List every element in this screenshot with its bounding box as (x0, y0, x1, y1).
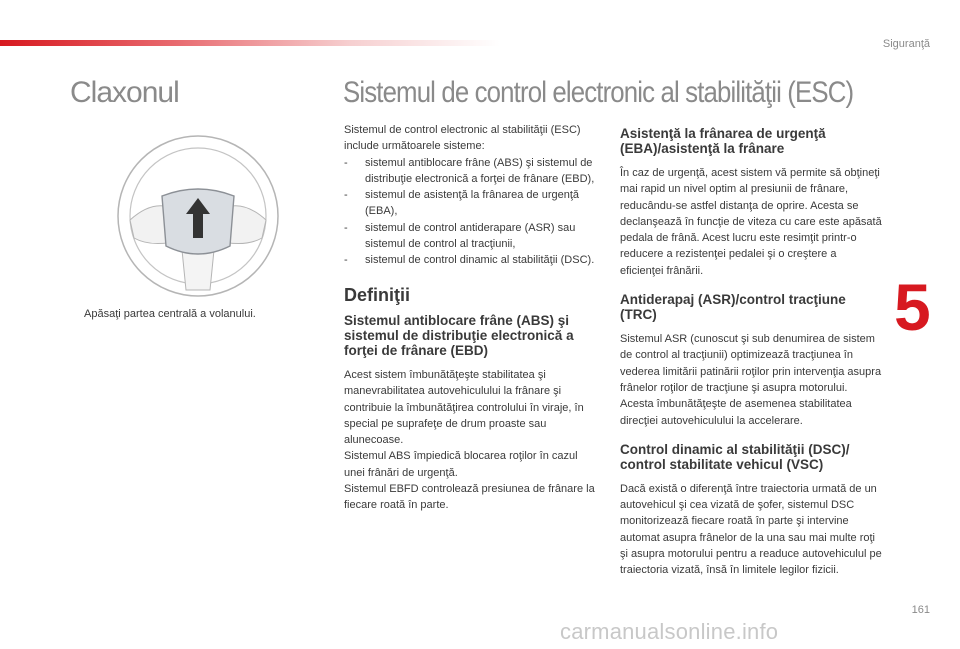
esc-title: Sistemul de control electronic al stabilităţii (ESC) (343, 76, 854, 109)
chapter-number: 5 (894, 270, 931, 344)
abs-text-2: Sistemul ABS împiedică blocarea roţilor în cazul unei frânări de urgenţă. (344, 450, 578, 479)
esc-intro: Sistemul de control electronic al stabilităţii (ESC) include următoarele sisteme: (344, 124, 581, 153)
list-item: - sistemul de control antiderapare (ASR) sau sistemul de control al tracţiunii, (344, 221, 576, 251)
eba-block (620, 126, 882, 279)
section-title: Siguranţă (882, 38, 930, 50)
esc-column-left (344, 122, 599, 514)
eba-text: În caz de urgenţă, acest sistem vă permite să obţineţi mai rapid un nivel optim al presiunii de frânare, reducându-se astfel distanţa de oprire. Acesta se declanşează în funcţie de viteza cu care este apăsată pedala de frână. Acest lucru este resimţit printr-o reducere a rezistenţei pedalei şi o creştere a eficienţei frânării. (620, 167, 882, 277)
esc-column-right (620, 126, 882, 592)
page-number: 161 (911, 604, 930, 616)
dsc-heading: Control dinamic al stabilităţii (DSC)/ control stabilitate vehicul (VSC) (620, 441, 850, 472)
esc-systems-list (344, 155, 599, 269)
dsc-block (620, 442, 882, 579)
header-accent-bar (0, 40, 500, 46)
ebfd-text: Sistemul EBFD controlează presiunea de frânare la fiecare roată în parte. (344, 483, 595, 512)
asr-block (620, 292, 882, 429)
eba-heading: Asistenţă la frânarea de urgenţă (EBA)/asistenţă la frânare (620, 126, 826, 156)
steering-wheel-illustration (112, 130, 284, 302)
horn-instruction-text: Apăsaţi partea centrală a volanului. (84, 308, 256, 320)
list-item: - sistemul de control dinamic al stabilităţii (DSC). (344, 254, 595, 267)
abs-heading: Sistemul antiblocare frâne (ABS) şi sistemul de distribuţie electronică a forţei de frânare (EBD) (344, 312, 574, 358)
definitions-heading: Definiţii (344, 284, 410, 305)
list-item: - sistemul de asistenţă la frânarea de urgenţă (EBA), (344, 189, 580, 218)
dsc-text: Dacă există o diferenţă între traiectoria urmată de un autovehicul şi cea vizată de şofer, sistemul DSC monitorizează fiecare roată în parte şi intervine automat asupra frânelor de la una sau mai multe roţi şi asupra motorului pentru a readuce autovehiculul pe traiectoria vizată, însă în limitele legilor fizicii. (620, 482, 882, 577)
asr-heading: Antiderapaj (ASR)/control tracţiune (TRC) (620, 292, 846, 323)
watermark: carmanualsonline.info (560, 619, 779, 644)
list-item: - sistemul antiblocare frâne (ABS) şi sistemul de distribuţie electronică a forţei de frânare (EBD), (344, 156, 595, 185)
horn-title: Claxonul (70, 76, 179, 109)
abs-text: Acest sistem îmbunătăţeşte stabilitatea şi manevrabilitatea autovehiculului la frânare şi contribuie la îmbunătăţirea controlului în viraje, în special pe suprafeţe de drum proaste sau alunecoase. (344, 368, 584, 447)
horn-instruction (70, 308, 256, 320)
asr-text: Sistemul ASR (cunoscut şi sub denumirea de sistem de control al tracţiunii) optimizează tracţiunea în vederea limitării patinării roţilor prin intervenţia asupra frânelor roţilor de tracţiune şi asupra motorului. Acesta îmbunătăţeşte de asemenea stabilitatea direcţiei autovehiculului la accelerare. (620, 333, 882, 427)
